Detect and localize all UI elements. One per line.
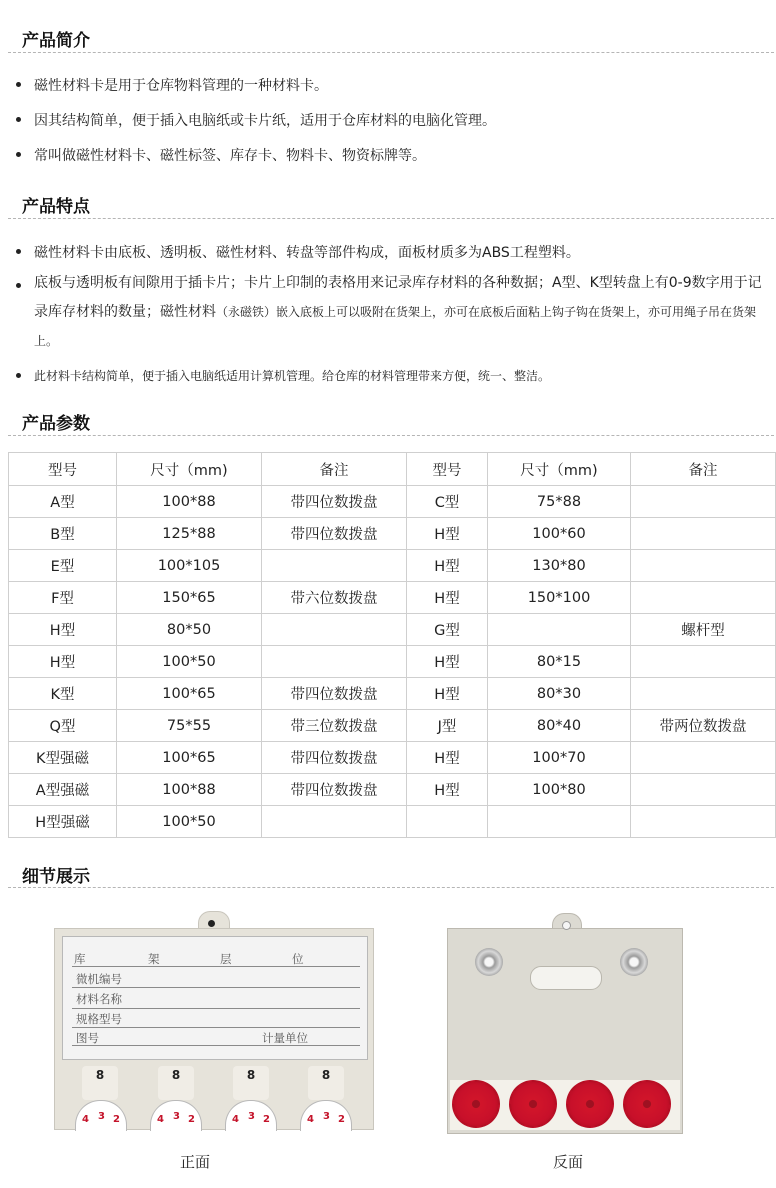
form-label: 材料名称 — [76, 992, 122, 1006]
table-cell: B型 — [9, 518, 117, 550]
intro-title: 产品简介 — [22, 31, 90, 51]
form-label: 架 — [148, 952, 160, 966]
table-cell: H型 — [407, 518, 488, 550]
table-row — [9, 486, 776, 518]
table-cell: Q型 — [9, 710, 117, 742]
wheel-number: 2 — [113, 1114, 120, 1125]
table-cell: 80*40 — [488, 710, 631, 742]
table-cell: 带六位数拨盘 — [262, 582, 407, 614]
table-cell: 125*88 — [117, 518, 262, 550]
red-gear-icon[interactable] — [452, 1080, 500, 1128]
table-row — [9, 678, 776, 710]
bullet-dot — [16, 152, 21, 157]
table-cell — [488, 614, 631, 646]
table-cell: F型 — [9, 582, 117, 614]
form-label: 规格型号 — [76, 1012, 122, 1026]
table-cell: 带四位数拨盘 — [262, 486, 407, 518]
form-label: 微机编号 — [76, 972, 122, 986]
table-cell — [631, 646, 776, 678]
divider — [8, 218, 774, 219]
divider — [8, 887, 774, 888]
table-cell: H型 — [9, 614, 117, 646]
features-title: 产品特点 — [22, 197, 90, 217]
bullet-dot — [16, 249, 21, 254]
table-cell: 带两位数拨盘 — [631, 710, 776, 742]
table-row — [9, 614, 776, 646]
table-cell: 带四位数拨盘 — [262, 742, 407, 774]
table-cell — [262, 614, 407, 646]
divider — [8, 52, 774, 53]
table-cell: 100*50 — [117, 646, 262, 678]
table-cell: 带四位数拨盘 — [262, 774, 407, 806]
form-label: 图号 — [76, 1031, 99, 1045]
bullet-dot — [16, 373, 21, 378]
form-label: 库 — [74, 952, 86, 966]
wheel-number: 3 — [173, 1111, 180, 1122]
table-cell — [631, 550, 776, 582]
form-line — [72, 1045, 360, 1046]
table-cell: H型 — [407, 646, 488, 678]
magnet-icon — [620, 948, 648, 976]
table-cell — [631, 518, 776, 550]
table-cell — [631, 582, 776, 614]
features-bullet-3: 此材料卡结构简单，便于插入电脑纸适用计算机管理。给仓库的材料管理带来方便，统一、整洁。 — [34, 369, 551, 383]
details-title: 细节展示 — [22, 867, 90, 887]
header-model: 型号 — [407, 453, 488, 486]
table-row — [9, 806, 776, 838]
table-cell — [262, 550, 407, 582]
back-caption: 反面 — [553, 1153, 584, 1171]
table-cell — [631, 774, 776, 806]
red-gear-icon[interactable] — [566, 1080, 614, 1128]
table-header-row — [9, 453, 776, 486]
header-size: 尺寸（mm) — [488, 453, 631, 486]
table-cell: H型强磁 — [9, 806, 117, 838]
table-cell: H型 — [407, 678, 488, 710]
table-cell: 100*88 — [117, 486, 262, 518]
hanging-hole — [208, 920, 215, 927]
features-bullet-2 — [34, 269, 774, 356]
table-cell: J型 — [407, 710, 488, 742]
table-cell: 带四位数拨盘 — [262, 678, 407, 710]
header-note: 备注 — [631, 453, 776, 486]
red-gear-icon[interactable] — [623, 1080, 671, 1128]
header-size: 尺寸（mm) — [117, 453, 262, 486]
intro-bullet-3: 常叫做磁性材料卡、磁性标签、库存卡、物料卡、物资标牌等。 — [34, 148, 426, 164]
table-cell: 螺杆型 — [631, 614, 776, 646]
table-cell — [631, 742, 776, 774]
wheel-number: 2 — [188, 1114, 195, 1125]
dial-digit: 8 — [246, 1068, 256, 1082]
table-cell: K型 — [9, 678, 117, 710]
table-cell — [488, 806, 631, 838]
wheel-number: 3 — [98, 1111, 105, 1122]
table-cell — [631, 806, 776, 838]
table-cell: 100*60 — [488, 518, 631, 550]
table-cell: A型强磁 — [9, 774, 117, 806]
wheel-number: 2 — [263, 1114, 270, 1125]
table-cell: H型 — [407, 774, 488, 806]
table-row — [9, 646, 776, 678]
form-label: 层 — [220, 952, 232, 966]
table-row — [9, 518, 776, 550]
wheel-number: 2 — [338, 1114, 345, 1125]
form-label: 计量单位 — [262, 1031, 308, 1045]
dial-digit: 8 — [321, 1068, 331, 1082]
table-cell: 带四位数拨盘 — [262, 518, 407, 550]
table-row — [9, 550, 776, 582]
front-caption: 正面 — [180, 1153, 211, 1171]
form-label: 位 — [292, 952, 304, 966]
table-cell — [631, 678, 776, 710]
table-cell: 80*30 — [488, 678, 631, 710]
table-cell: 100*50 — [117, 806, 262, 838]
table-cell: C型 — [407, 486, 488, 518]
table-cell: 100*105 — [117, 550, 262, 582]
table-row — [9, 582, 776, 614]
back-slot — [530, 966, 602, 990]
table-cell — [631, 486, 776, 518]
bullet-dot — [16, 117, 21, 122]
params-title: 产品参数 — [22, 414, 90, 434]
table-cell: 100*80 — [488, 774, 631, 806]
hanging-hole — [562, 921, 571, 930]
table-cell: 100*88 — [117, 774, 262, 806]
dial-digit: 8 — [171, 1068, 181, 1082]
intro-bullet-2: 因其结构简单，便于插入电脑纸或卡片纸，适用于仓库材料的电脑化管理。 — [34, 113, 496, 129]
table-cell: 100*65 — [117, 742, 262, 774]
table-cell: 100*70 — [488, 742, 631, 774]
form-line — [72, 987, 360, 988]
bullet-dot — [16, 283, 21, 288]
wheel-number: 3 — [248, 1111, 255, 1122]
params-table — [8, 452, 776, 838]
bullet-dot — [16, 82, 21, 87]
divider — [8, 435, 774, 436]
features-bullet-2-main: 底板与透明板有间隙用于插卡片；卡片上印制的表格用来记录库存材料的各种数据；A型、K型转盘上有0-9数字用于记录库存材料的数量；磁性材料 — [34, 275, 762, 320]
table-cell: 带三位数拨盘 — [262, 710, 407, 742]
intro-bullet-1: 磁性材料卡是用于仓库物料管理的一种材料卡。 — [34, 78, 328, 94]
table-cell — [262, 806, 407, 838]
table-cell — [262, 646, 407, 678]
table-cell: H型 — [407, 742, 488, 774]
wheel-number: 3 — [323, 1111, 330, 1122]
table-cell: 150*65 — [117, 582, 262, 614]
table-row — [9, 742, 776, 774]
table-cell: H型 — [407, 582, 488, 614]
wheel-number: 4 — [232, 1114, 239, 1125]
table-cell: 80*50 — [117, 614, 262, 646]
table-cell: 80*15 — [488, 646, 631, 678]
magnet-icon — [475, 948, 503, 976]
table-cell: G型 — [407, 614, 488, 646]
table-cell — [407, 806, 488, 838]
wheel-number: 4 — [157, 1114, 164, 1125]
header-note: 备注 — [262, 453, 407, 486]
table-cell: 150*100 — [488, 582, 631, 614]
wheel-number: 4 — [82, 1114, 89, 1125]
table-cell: 75*55 — [117, 710, 262, 742]
table-cell: K型强磁 — [9, 742, 117, 774]
table-cell: 130*80 — [488, 550, 631, 582]
table-row — [9, 774, 776, 806]
table-cell: 75*88 — [488, 486, 631, 518]
dial-digit: 8 — [95, 1068, 105, 1082]
form-line — [72, 1008, 360, 1009]
table-cell: H型 — [407, 550, 488, 582]
table-row — [9, 710, 776, 742]
features-bullet-1: 磁性材料卡由底板、透明板、磁性材料、转盘等部件构成，面板材质多为ABS工程塑料。 — [34, 245, 580, 261]
form-line — [72, 1027, 360, 1028]
header-model: 型号 — [9, 453, 117, 486]
form-line — [72, 966, 360, 967]
wheel-number: 4 — [307, 1114, 314, 1125]
red-gear-icon[interactable] — [509, 1080, 557, 1128]
features-bullet-2-small: （永磁铁）嵌入底板上可以吸附在货架上，亦可在底板后面粘上钩子钩在货架上，亦可用绳子吊在货架上。 — [34, 305, 757, 348]
table-cell: E型 — [9, 550, 117, 582]
table-cell: A型 — [9, 486, 117, 518]
table-cell: H型 — [9, 646, 117, 678]
table-cell: 100*65 — [117, 678, 262, 710]
